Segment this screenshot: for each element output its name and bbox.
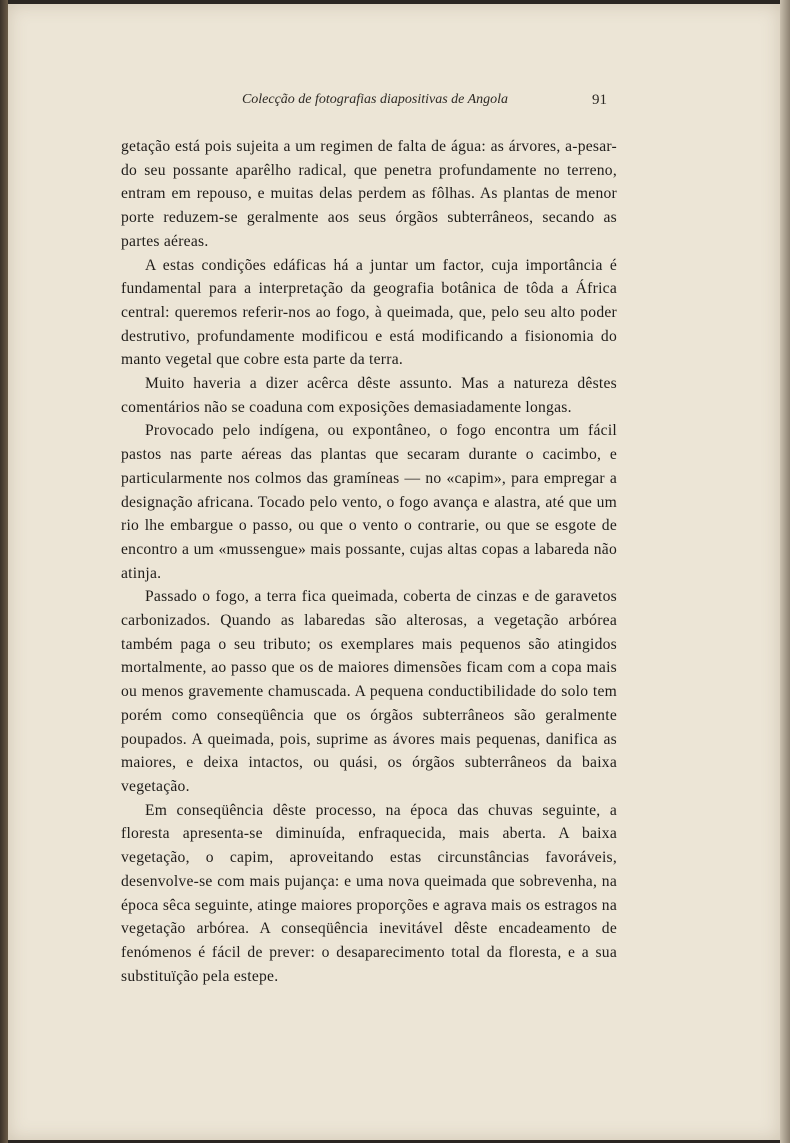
running-title: Colecção de fotografias diapositivas de Angola [241, 92, 509, 107]
paragraph-5: Passado o fogo, a terra fica queimada, coberta de cinzas e de garavetos carbonizados. Quando as labaredas são alterosas, a vegetação arbórea também paga o seu tributo; os exemplares mais pequenos são atingidos mortalmente, ao passo que os de maiores dimensões ficam com a copa mais ou menos gravemente chamuscada. A pequena conductibilidade do solo tem porém como conseqüência que os órgãos subterrâneos são geralmente poupados. A queimada, pois, suprime as ávores mais pequenas, danifica as maiores, e deixa intactos, ou quási, os órgãos subterrâneos da baixa vegetação. [121, 588, 617, 795]
paragraph-4: Provocado pelo indígena, ou expontâneo, o fogo encontra um fácil pastos nas parte aéreas das plantas que secaram durante o cacimbo, e particularmente nos colmos das gramíneas — no «capim», para empregar a designação africana. Tocado pelo vento, o fogo avança e alastra, até que um rio lhe embargue o passo, ou que o vento o contrarie, ou que se esgote de encontro a um «mussengue» mais possante, cujas altas copas a labareda não atinja. [121, 422, 617, 582]
body-text [121, 135, 617, 988]
page-header [8, 92, 780, 114]
paragraph-2: A estas condições edáficas há a juntar um factor, cuja importância é fundamental para a interpretação da geografia botânica de tôda a África central: queremos referir-nos ao fogo, à queimada, que, pelo seu alto poder destrutivo, profundamente modificou e está modificando a fisionomia do manto vegetal que cobre esta parte da terra. [121, 256, 617, 369]
book-page [8, 4, 780, 1140]
page-edge [780, 0, 790, 1143]
paragraph-6: Em conseqüência dêste processo, na época das chuvas seguinte, a floresta apresenta-se diminuída, enfraquecida, mais aberta. A baixa vegetação, o capim, aproveitando estas circunstâncias favoráveis, desenvolve-se com mais pujança: e uma nova queimada que sobrevenha, na época sêca seguinte, atinge maiores proporções e agrava mais os estragos na vegetação arbórea. A conseqüência inevitável dêste encadeamento de fenómenos é fácil de prever: o desaparecimento total da floresta, e a sua substituïção pela estepe. [121, 801, 617, 985]
book-spine-shadow [0, 0, 8, 1143]
paragraph-3: Muito haveria a dizer acêrca dêste assunto. Mas a natureza dêstes comentários não se coaduna com exposições demasiadamente longas. [121, 375, 617, 416]
page-number: 91 [592, 92, 607, 108]
paragraph-1: getação está pois sujeita a um regimen de falta de água: as árvores, a-pesar-do seu possante aparêlho radical, que penetra profundamente no terreno, entram em repouso, e muitas delas perdem as fôlhas. As plantas de menor porte reduzem-se geralmente aos seus órgãos subterrâneos, secando as partes aéreas. [121, 138, 617, 250]
